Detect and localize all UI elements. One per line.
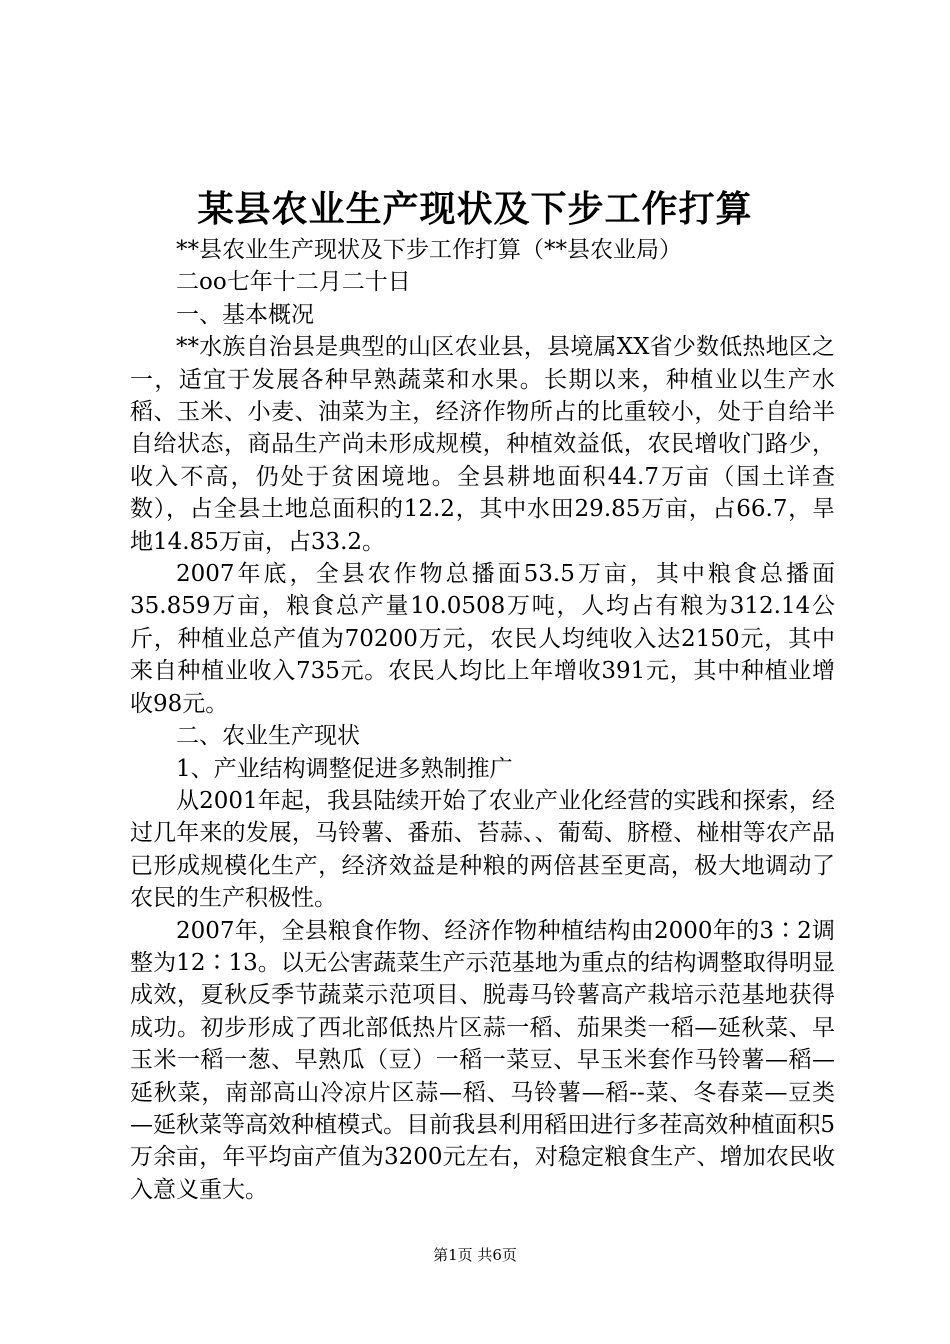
date-line: 二oo七年十二月二十日 (176, 269, 411, 296)
subsection-heading-1: 1、产业结构调整促进多熟制推广 (176, 755, 513, 782)
page-footer: 第1页 共6页 (433, 1246, 517, 1264)
document-title: 某县农业生产现状及下步工作打算 (197, 188, 753, 230)
document-body (130, 234, 835, 1206)
section-heading-2: 二、农业生产现状 (176, 723, 360, 750)
paragraph-industrialization: 从2001年起，我县陆续开始了农业产业化经营的实践和探索，经过几年来的发展，马铃薯、番茄、苔蒜、、葡萄、脐橙、椪柑等农产品已形成规模化生产，经济效益是种粮的两倍甚至更高，极大地调动了农民的生产积极性。 (130, 787, 835, 912)
section-heading-1: 一、基本概况 (176, 301, 314, 328)
paragraph-structure-adjustment: 2007年，全县粮食作物、经济作物种植结构由2000年的3∶2调整为12∶13。以无公害蔬菜生产示范基地为重点的结构调整取得明显成效，夏秋反季节蔬菜示范项目、脱毒马铃薯高产栽培示范基地获得成功。初步形成了西北部低热片区蒜一稻、茄果类一稻—延秋菜、早玉米一稻一葱、早熟瓜（豆）一稻一菜豆、早玉米套作马铃薯—稻—延秋菜，南部高山冷凉片区蒜—稻、马铃薯—稻--菜、冬春菜—豆类—延秋菜等高效种植模式。目前我县利用稻田进行多茬高效种植面积5万余亩，年平均亩产值为3200元左右，对稳定粮食生产、增加农民收入意义重大。 (130, 917, 835, 1203)
paragraph-overview: **水族自治县是典型的山区农业县，县境属XX省少数低热地区之一，适宜于发展各种早熟蔬菜和水果。长期以来，种植业以生产水稻、玉米、小麦、油菜为主，经济作物所占的比重较小，处于自给半自给状态，商品生产尚未形成规模，种植效益低，农民增收门路少，收入不高，仍处于贫困境地。全县耕地面积44.7万亩（国土详查数），占全县土地总面积的12.2，其中水田29.85万亩，占66.7，旱地14.85万亩，占33.2。 (130, 334, 835, 555)
paragraph-2007-stats: 2007年底，全县农作物总播面53.5万亩，其中粮食总播面35.859万亩，粮食总产量10.0508万吨，人均占有粮为312.14公斤，种植业总产值为70200万元，农民人均纯收入达2150元，其中来自种植业收入735元。农民人均比上年增收391元，其中种植业增收98元。 (130, 561, 835, 717)
subtitle-line: **县农业生产现状及下步工作打算（**县农业局） (176, 237, 682, 263)
